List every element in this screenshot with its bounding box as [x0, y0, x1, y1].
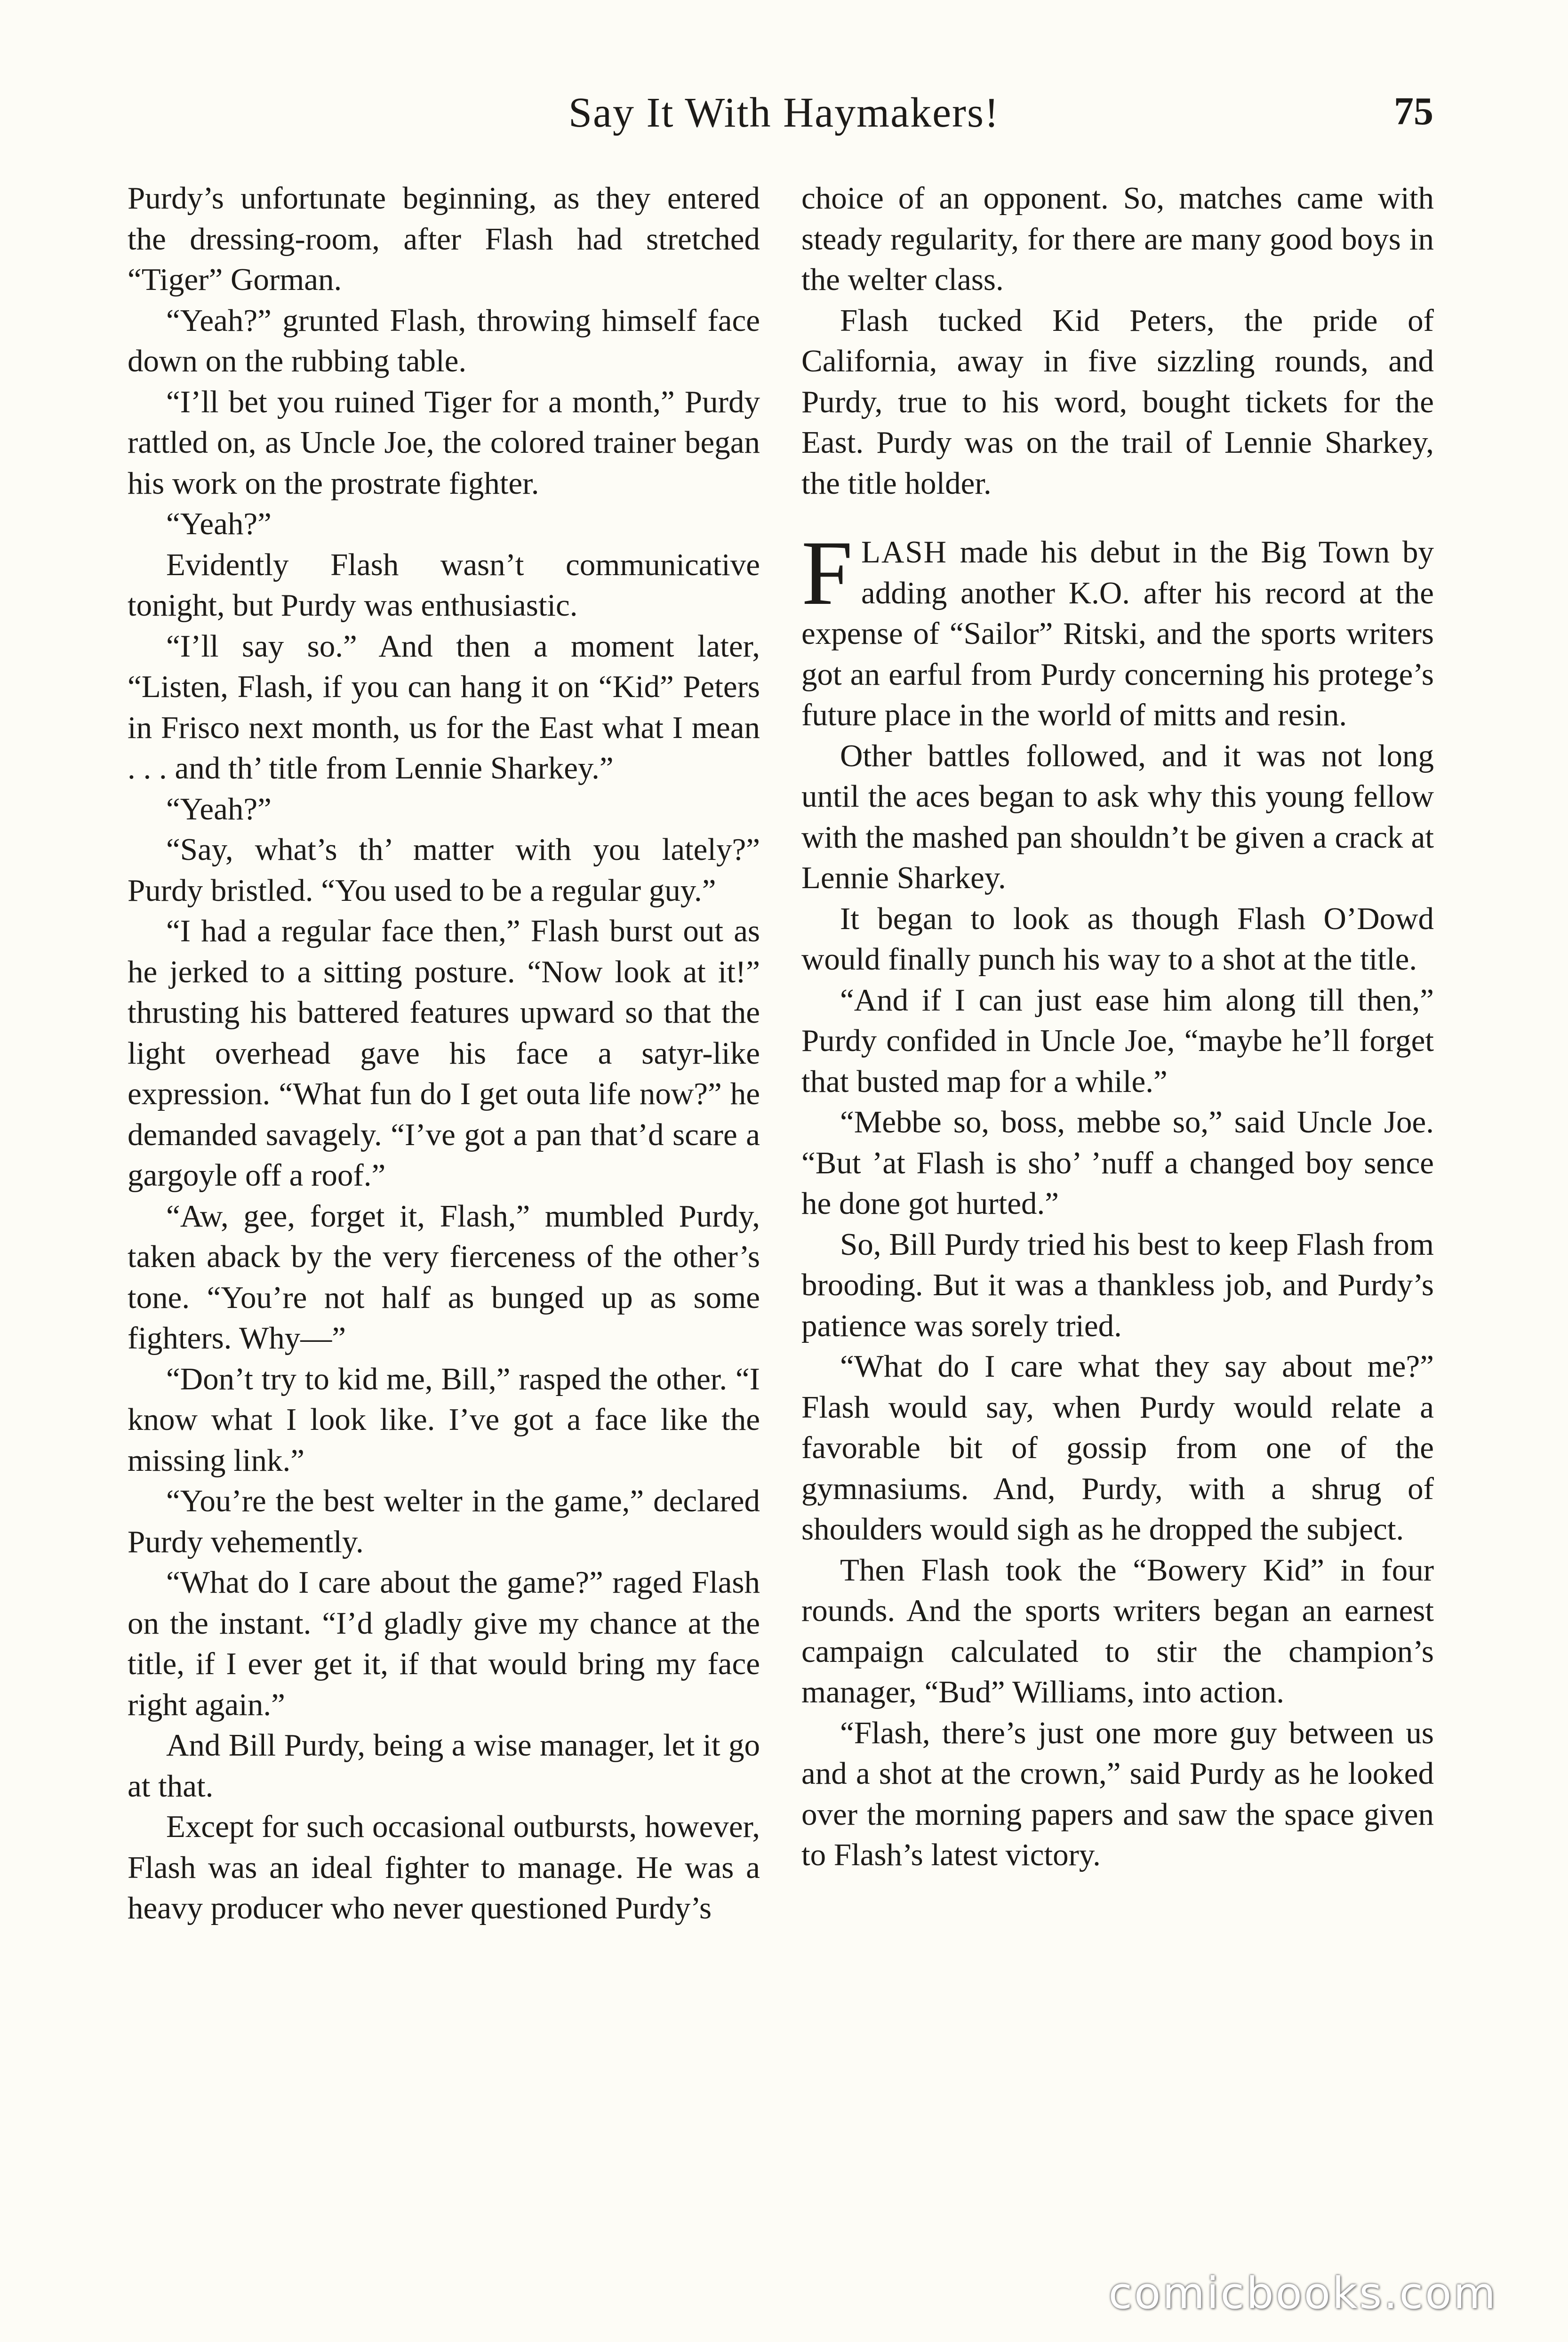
paragraph: “Aw, gee, forget it, Flash,” mumbled Purdy, taken aback by the very fierceness of the other’s tone. “You’re not half as bunged up as some fighters. Why—”: [128, 1198, 760, 1355]
paragraph: “Say, what’s th’ matter with you lately?” Purdy bristled. “You used to be a regular guy.”: [128, 832, 760, 908]
paragraph: “What do I care about the game?” raged Flash on the instant. “I’d gladly give my chance at the title, if I ever get it, if that would bring my face right again.”: [128, 1565, 760, 1722]
left-column: [128, 178, 760, 1929]
paragraph: “Mebbe so, boss, mebbe so,” said Uncle Joe. “But ’at Flash is sho’ ’nuff a changed boy sence he done got hurted.”: [801, 1105, 1434, 1221]
right-column: [801, 178, 1434, 1876]
paragraph: “You’re the best welter in the game,” declared Purdy vehemently.: [128, 1484, 760, 1559]
paragraph: Evidently Flash wasn’t communicative tonight, but Purdy was enthusiastic.: [128, 547, 760, 623]
paragraph: Flash tucked Kid Peters, the pride of California, away in five sizzling rounds, and Purdy, true to his word, bought tickets for the East. Purdy was on the trail of Lennie Sharkey, the title holder.: [801, 303, 1434, 501]
drop-cap: F: [801, 522, 853, 624]
paragraph: “And if I can just ease him along till then,” Purdy confided in Uncle Joe, “maybe he’ll forget that busted map for a while.”: [801, 982, 1434, 1099]
paragraph: “I had a regular face then,” Flash burst out as he jerked to a sitting posture. “Now look at it!” thrusting his battered features upward so that the light overhead gave his face a satyr-like expression. “What fun do I get outa life now?” he demanded savagely. “I’ve got a pan that’d scare a gargoyle off a roof.”: [128, 914, 760, 1193]
paragraph-text: made his debut in the Big Town by adding another K.O. after his record at the expense of “Sailor” Ritski, and the sports writers got an earful from Purdy concerning his protege’s future place in the world of mitts and resin.: [801, 535, 1434, 732]
paragraph: It began to look as though Flash O’Dowd would finally punch his way to a shot at the title.: [801, 901, 1434, 977]
paragraph: Other battles followed, and it was not long until the aces began to ask why this young fellow with the mashed pan shouldn’t be given a crack at Lennie Sharkey.: [801, 738, 1434, 895]
paragraph: choice of an opponent. So, matches came with steady regularity, for there are many good boys in the welter class.: [801, 181, 1434, 297]
site-watermark: comicbooks.com: [1108, 2268, 1497, 2318]
paragraph: Except for such occasional outbursts, however, Flash was an ideal fighter to manage. He was a heavy producer who never questioned Purdy’s: [128, 1809, 760, 1925]
running-title: Say It With Haymakers!: [568, 89, 1000, 136]
paragraph: “I’ll say so.” And then a moment later, “Listen, Flash, if you can hang it on “Kid” Peters in Frisco next month, us for the East what I mean . . . and th’ title from Lennie Sharkey.”: [128, 628, 760, 786]
paragraph: Then Flash took the “Bowery Kid” in four rounds. And the sports writers began an earnest campaign calculated to stir the champion’s manager, “Bud” Williams, into action.: [801, 1552, 1434, 1709]
section-opening-paragraph: [801, 522, 1434, 736]
paragraph: “Don’t try to kid me, Bill,” rasped the other. “I know what I look like. I’ve got a face like the missing link.”: [128, 1361, 760, 1478]
paragraph: “Flash, there’s just one more guy between us and a shot at the crown,” said Purdy as he looked over the morning papers and saw the space given to Flash’s latest victory.: [801, 1715, 1434, 1872]
paragraph: So, Bill Purdy tried his best to keep Flash from brooding. But it was a thankless job, and Purdy’s patience was sorely tried.: [801, 1227, 1434, 1343]
small-caps-lead: LASH: [861, 535, 947, 569]
paragraph: “Yeah?”: [166, 506, 272, 541]
paragraph: Purdy’s unfortunate beginning, as they entered the dressing-room, after Flash had stretched “Tiger” Gorman.: [128, 181, 760, 297]
paragraph: “Yeah?” grunted Flash, throwing himself face down on the rubbing table.: [128, 303, 760, 378]
paragraph: And Bill Purdy, being a wise manager, let it go at that.: [128, 1728, 760, 1804]
page-number: 75: [1394, 89, 1433, 133]
paragraph: “What do I care what they say about me?” Flash would say, when Purdy would relate a favorable bit of gossip from one of the gymnasiums. And, Purdy, with a shrug of shoulders would sigh as he dropped the subject.: [801, 1349, 1434, 1547]
paragraph: “Yeah?”: [166, 791, 272, 826]
paragraph: “I’ll bet you ruined Tiger for a month,” Purdy rattled on, as Uncle Joe, the colored trainer began his work on the prostrate fighter.: [128, 384, 760, 501]
page-header: [0, 88, 1568, 154]
